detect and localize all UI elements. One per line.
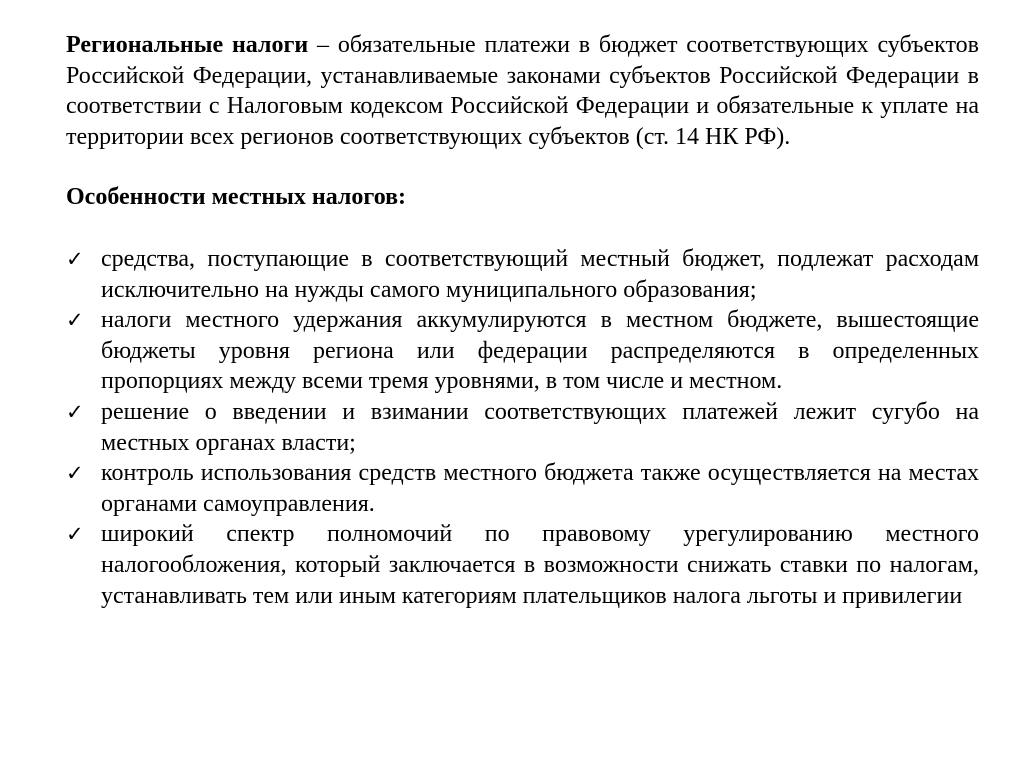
list-item [66, 519, 979, 611]
list-item [66, 397, 979, 458]
check-icon: ✓ [66, 308, 84, 333]
check-icon: ✓ [66, 461, 84, 486]
features-list [66, 244, 979, 611]
definition-text: – обязательные платежи в бюджет соответствующих субъектов Российской Федерации, устанавливаемые законами субъектов Российской Федерации в соответствии с Налоговым кодексом Российской Федерации и обязательные к уплате на территории всех регионов соответствующих субъектов (ст. 14 НК РФ). [66, 32, 979, 150]
definition-term: Региональные налоги [66, 32, 309, 58]
check-icon: ✓ [66, 246, 84, 271]
check-icon: ✓ [66, 399, 84, 424]
features-heading: Особенности местных налогов: [66, 184, 407, 211]
list-item-text: широкий спектр полномочий по правовому урегулированию местного налогообложения, который заключается в возможности снижать ставки по налогам, устанавливать тем или иным категориям плательщиков налога льготы и привилегии [101, 521, 979, 609]
list-item-text: контроль использования средств местного бюджета также осуществляется на местах органами самоуправления. [101, 460, 979, 517]
list-item [66, 305, 979, 397]
check-icon: ✓ [66, 522, 84, 547]
list-item-text: решение о введении и взимании соответствующих платежей лежит сугубо на местных органах власти; [101, 398, 979, 456]
list-item-text: средства, поступающие в соответствующий местный бюджет, подлежат расходам исключительно на нужды самого муниципального образования; [101, 245, 979, 303]
list-item-text: налоги местного удержания аккумулируются в местном бюджете, вышестоящие бюджеты уровня региона или федерации распределяются в определенных пропорциях между всеми тремя уровнями, в том числе и местном. [101, 307, 979, 395]
slide-content [66, 30, 979, 611]
list-item [66, 458, 979, 519]
list-item [66, 244, 979, 305]
definition-paragraph [66, 30, 979, 152]
